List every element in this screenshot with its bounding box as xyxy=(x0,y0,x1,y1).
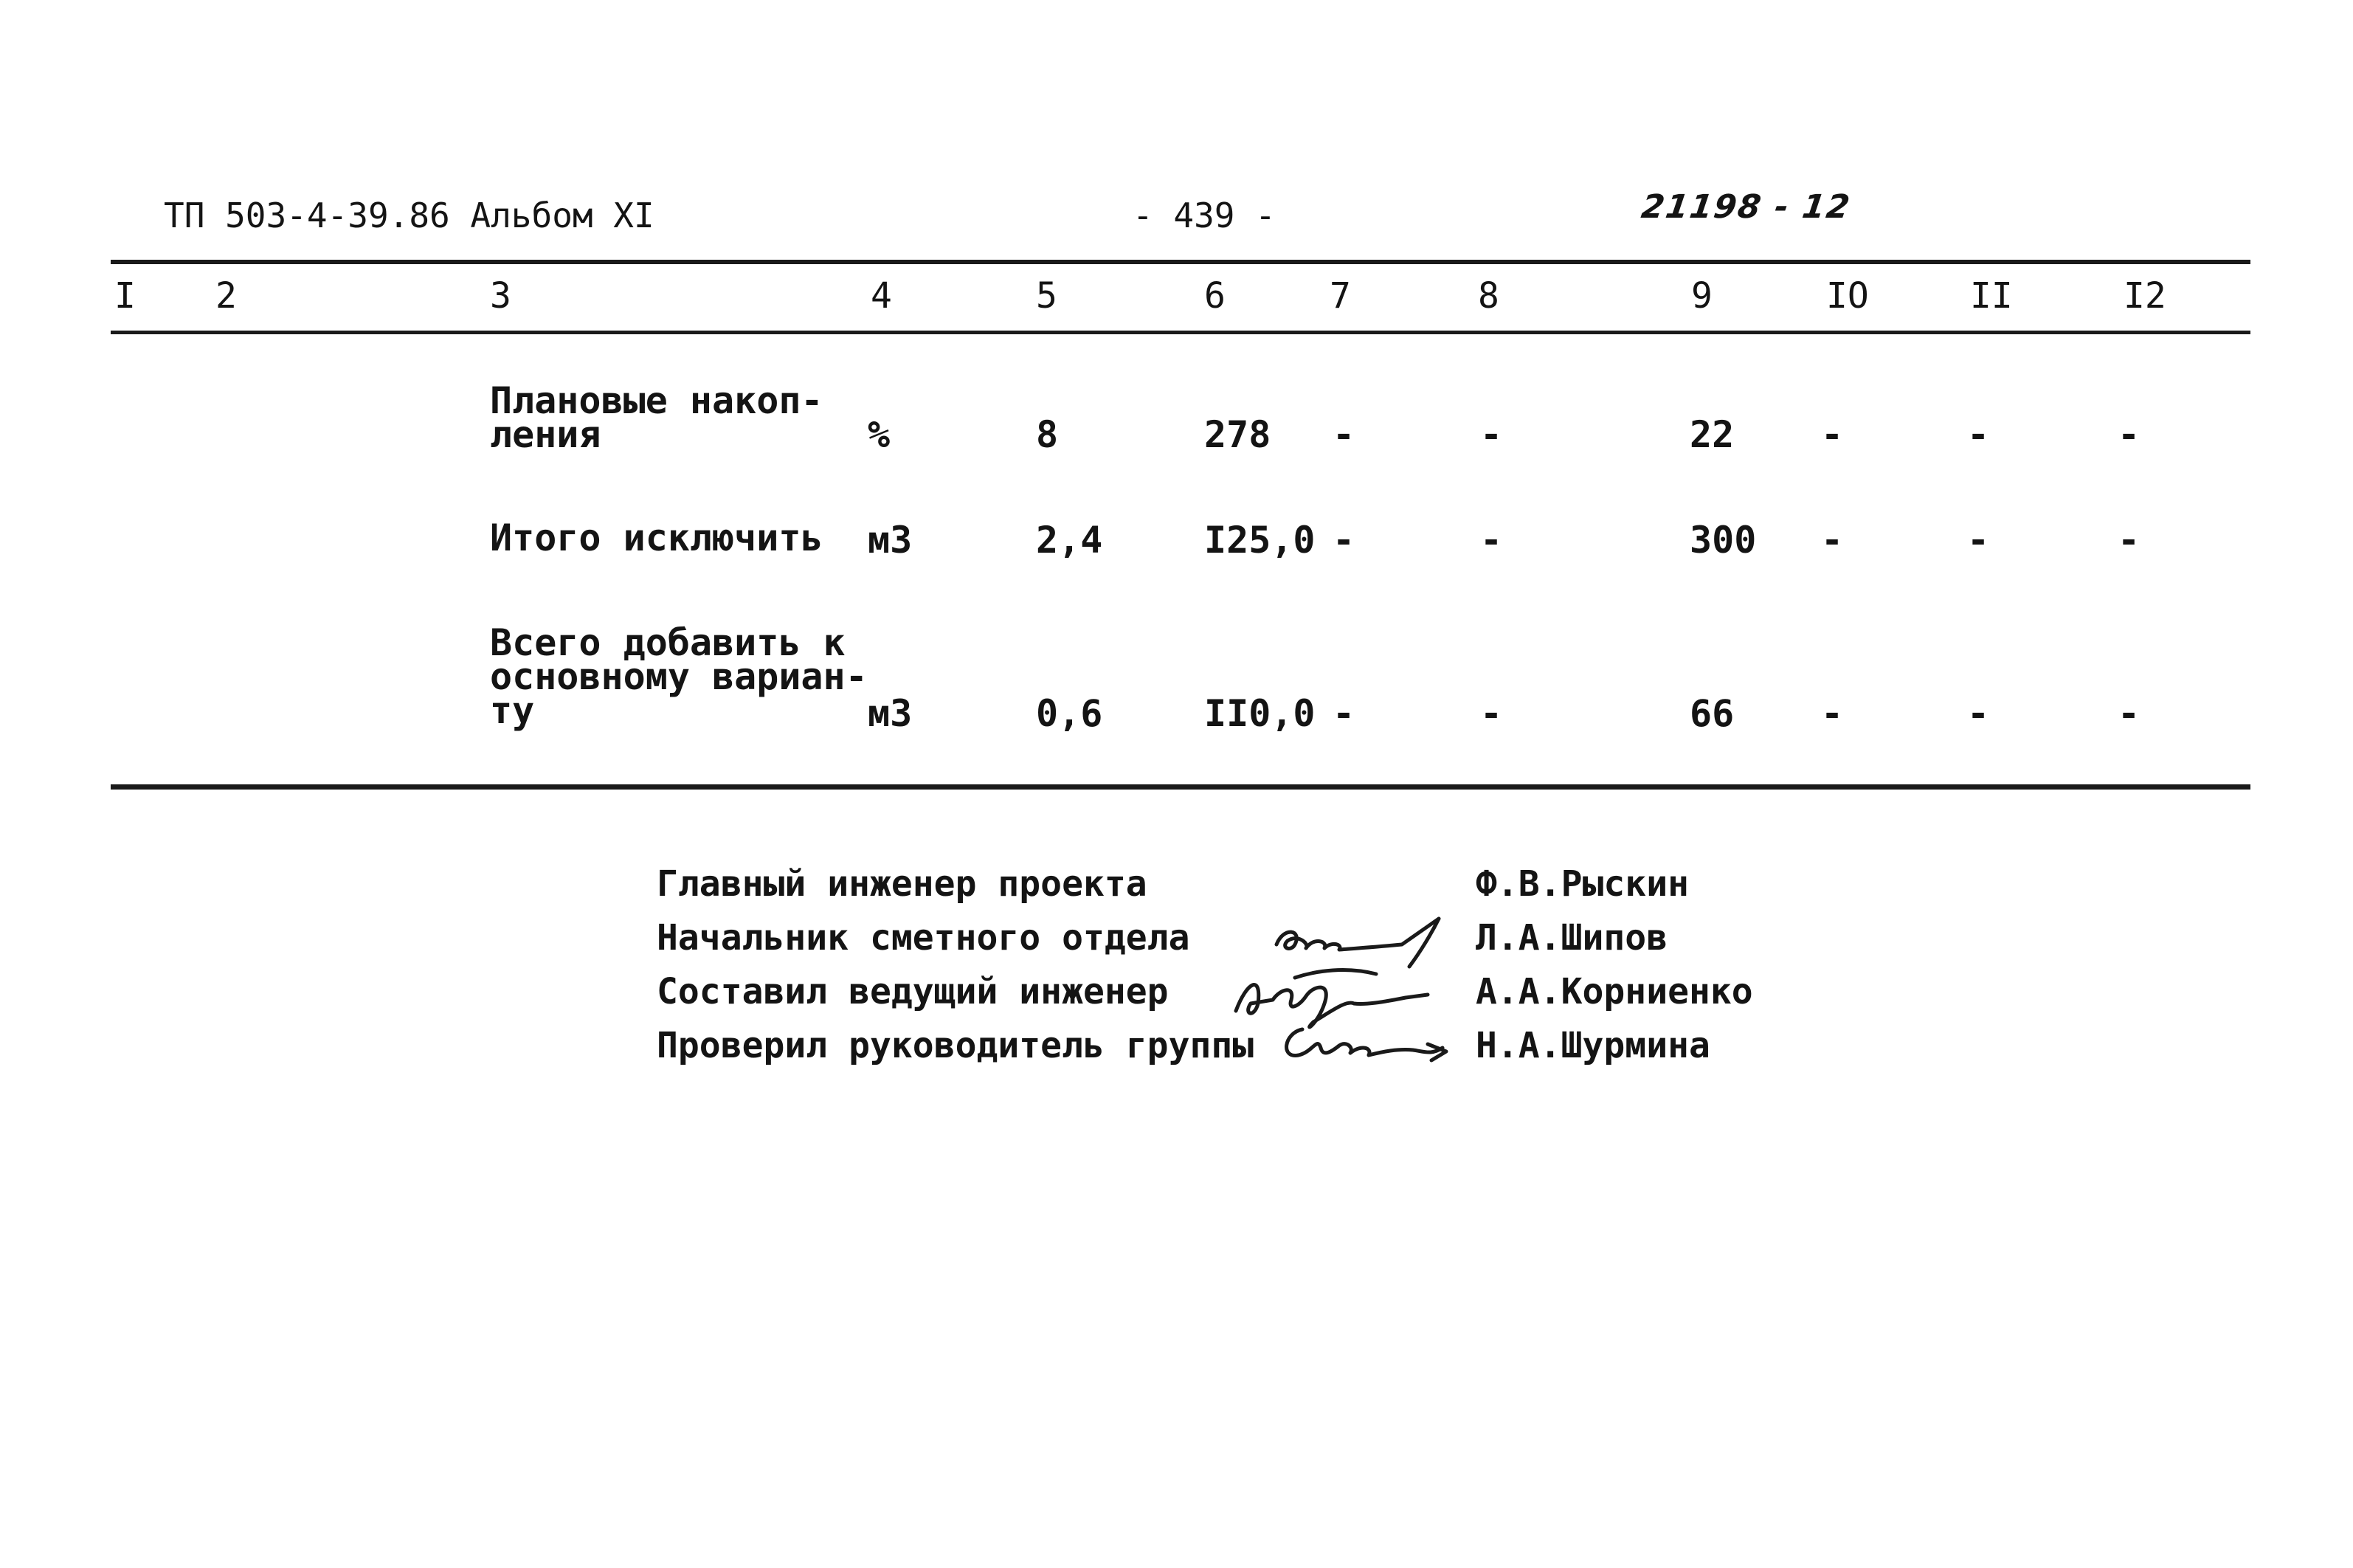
signer-role: Проверил руководитель группы xyxy=(657,1025,1254,1066)
row-cell-11: - xyxy=(1967,519,1990,562)
row-cell-10: - xyxy=(1821,413,1844,456)
row-cell-12: - xyxy=(2118,519,2140,562)
signer-name: Н.А.Шурмина xyxy=(1476,1025,1710,1066)
column-header: 2 xyxy=(215,275,237,317)
signer-name: А.А.Корниенко xyxy=(1476,971,1753,1012)
column-header: 4 xyxy=(871,275,892,317)
row-cell-9: 22 xyxy=(1690,413,1735,456)
column-header: IO xyxy=(1826,275,1869,317)
row-cell-8: - xyxy=(1480,692,1503,735)
column-header: II xyxy=(1970,275,2013,317)
signer-name: Л.А.Шипов xyxy=(1476,917,1668,959)
row-cell-7: - xyxy=(1333,692,1355,735)
row-cell-5: 2,4 xyxy=(1036,519,1103,562)
row-cell-5: 0,6 xyxy=(1036,692,1103,735)
signer-role: Составил ведущий инженер xyxy=(657,971,1169,1012)
signer-role: Начальник сметного отдела xyxy=(657,917,1190,959)
row-cell-11: - xyxy=(1967,692,1990,735)
row-cell-6: 278 xyxy=(1204,413,1271,456)
row-cell-5: 8 xyxy=(1036,413,1059,456)
inventory-number: 21198 - 12 xyxy=(1639,188,1853,226)
row-unit: м3 xyxy=(868,692,913,735)
column-header: I xyxy=(114,275,136,317)
table-top-rule xyxy=(111,260,2250,264)
column-header: 7 xyxy=(1330,275,1351,317)
row-cell-8: - xyxy=(1480,413,1503,456)
row-cell-9: 66 xyxy=(1690,692,1735,735)
row-description: Плановые накоп- ления xyxy=(490,379,823,456)
row-cell-8: - xyxy=(1480,519,1503,562)
signer-role: Главный инженер проекта xyxy=(657,863,1147,905)
table-bottom-rule xyxy=(111,784,2250,790)
row-cell-11: - xyxy=(1967,413,1990,456)
row-unit: % xyxy=(868,413,891,456)
column-header: 8 xyxy=(1478,275,1499,317)
row-cell-6: II0,0 xyxy=(1204,692,1316,735)
row-cell-10: - xyxy=(1821,692,1844,735)
handwritten-signature xyxy=(1273,1015,1465,1074)
row-cell-12: - xyxy=(2118,413,2140,456)
column-header: 6 xyxy=(1204,275,1226,317)
row-unit: м3 xyxy=(868,519,913,562)
row-cell-7: - xyxy=(1333,519,1355,562)
row-cell-9: 300 xyxy=(1690,519,1757,562)
row-cell-10: - xyxy=(1821,519,1844,562)
signer-name: Ф.В.Рыскин xyxy=(1476,863,1689,905)
column-header: 9 xyxy=(1691,275,1713,317)
column-header: I2 xyxy=(2124,275,2166,317)
row-description: Всего добавить к основному вариан- ту xyxy=(490,621,868,732)
row-description: Итого исключить xyxy=(490,517,823,559)
table-header-rule xyxy=(111,331,2250,334)
column-header: 3 xyxy=(490,275,511,317)
row-cell-12: - xyxy=(2118,692,2140,735)
page-number: - 439 - xyxy=(1133,196,1276,235)
row-cell-7: - xyxy=(1333,413,1355,456)
row-cell-6: I25,0 xyxy=(1204,519,1316,562)
column-header: 5 xyxy=(1036,275,1057,317)
document-designation: ТП 503-4-39.86 Альбом XI xyxy=(164,196,654,235)
